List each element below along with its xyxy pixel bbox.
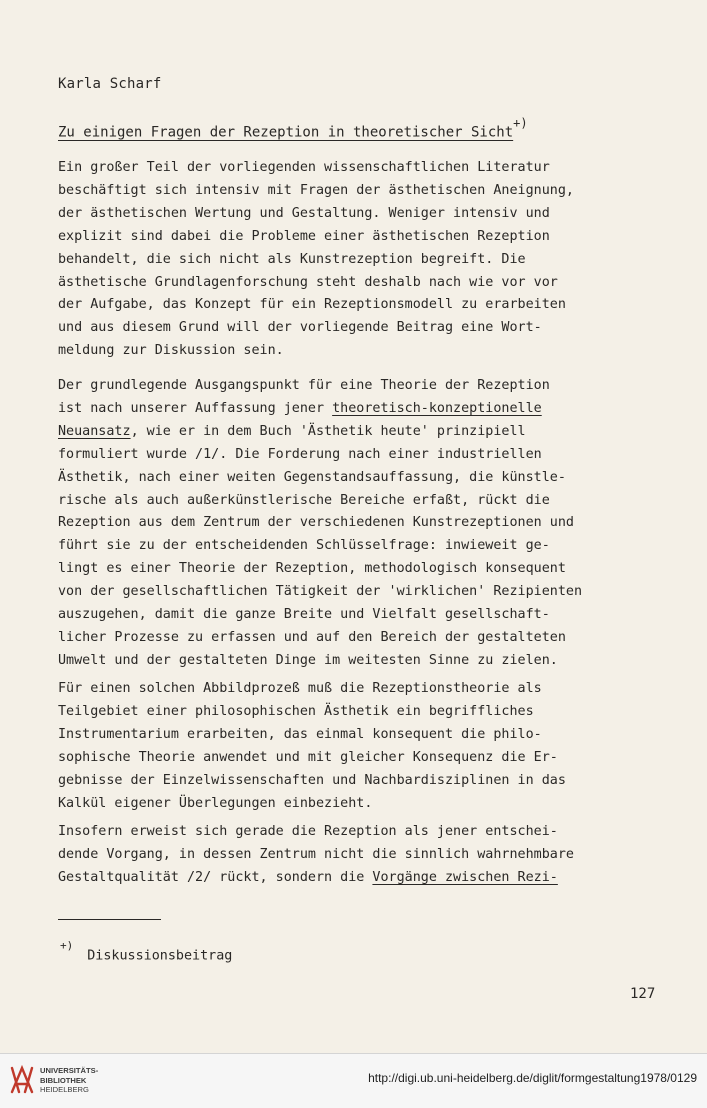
heidelberg-library-logo-icon[interactable]	[8, 1062, 36, 1098]
footnote-mark: +)	[60, 939, 74, 952]
library-name: UNIVERSITÄTS- BIBLIOTHEK HEIDELBERG	[40, 1066, 99, 1094]
paragraph-4: Insofern erweist sich gerade die Rezeption als jener entschei- dende Vorgang, in dessen Zentrum nicht die sinnlich wahrnehmbare Gestaltqualität /2/ rückt, sondern die Vorgänge zwischen Rezi-	[58, 824, 574, 885]
paragraph-3: Für einen solchen Abbildprozeß muß die Rezeptionstheorie als Teilgebiet einer philosophischen Ästhetik ein begriffliches Instrumentarium erarbeiten, das einmal konsequent die philo- sophische Theorie anwendet und mit gleicher Konsequenz die Er- gebnisse der Einzelwissenschaften und Nachbardisziplinen in das Kalkül eigener Überlegungen einbezieht.	[58, 681, 566, 811]
paragraph-2: Der grundlegende Ausgangspunkt für eine Theorie der Rezeption ist nach unserer Auffassung jener theoretisch-konzeptionelle Neuansatz, wie er in dem Buch 'Ästhetik heute' prinzipiell formuliert wurde /1/. Die Forderung nach einer industriellen Ästhetik, nach einer weiten Gegenstandsauffassung, die künstle- rische als auch außerkünstlerische Bereiche erfaßt, rückt die Rezeption aus dem Zentrum der verschiedenen Kunstrezeptionen und führt sie zu der entscheidenden Schlüsselfrage: inwieweit ge- lingt es einer Theorie der Rezeption, methodologisch konsequent von der gesellschaftlichen Tätigkeit der 'wirklichen' Rezipienten auszugehen, damit die ganze Breite und Vielfalt gesellschaft- licher Prozesse zu erfassen und auf den Bereich der gestalteten Umwelt und der gestalteten Dinge im weitesten Sinne zu zielen.	[58, 378, 583, 668]
article-title	[58, 116, 528, 141]
title-footnote-mark: +)	[513, 116, 528, 130]
underlined-phrase: Neuansatz	[58, 423, 131, 439]
paragraph-1: Ein großer Teil der vorliegenden wissenschaftlichen Literatur beschäftigt sich intensiv mit Fragen der ästhetischen Aneignung, der ästhetischen Wertung und Gestaltung. Weniger intensiv und explizit sind dabei die Probleme einer ästhetischen Rezeption behandelt, die sich nicht als Kunstrezeption begreift. Die ästhetische Grundlagenforschung steht deshalb nach wie vor vor der Aufgabe, das Konzept für ein Rezeptionsmodell zu erarbeiten und aus diesem Grund will der vorliegende Beitrag eine Wort- meldung zur Diskussion sein.	[58, 160, 574, 359]
source-url-link[interactable]: http://digi.ub.uni-heidelberg.de/diglit/formgestaltung1978/0129	[368, 1071, 697, 1085]
author-name: Karla Scharf	[58, 76, 162, 92]
footnote-rule	[58, 919, 161, 920]
digital-library-footer	[0, 1053, 707, 1108]
footnote-text: Diskussionsbeitrag	[87, 948, 233, 964]
underlined-phrase: theoretisch-konzeptionelle	[332, 400, 542, 416]
article-title-text: Zu einigen Fragen der Rezeption in theoretischer Sicht	[58, 124, 514, 141]
footnote	[60, 939, 233, 964]
underlined-phrase: Vorgänge zwischen Rezi-	[372, 869, 558, 885]
page-number: 127	[630, 986, 656, 1002]
